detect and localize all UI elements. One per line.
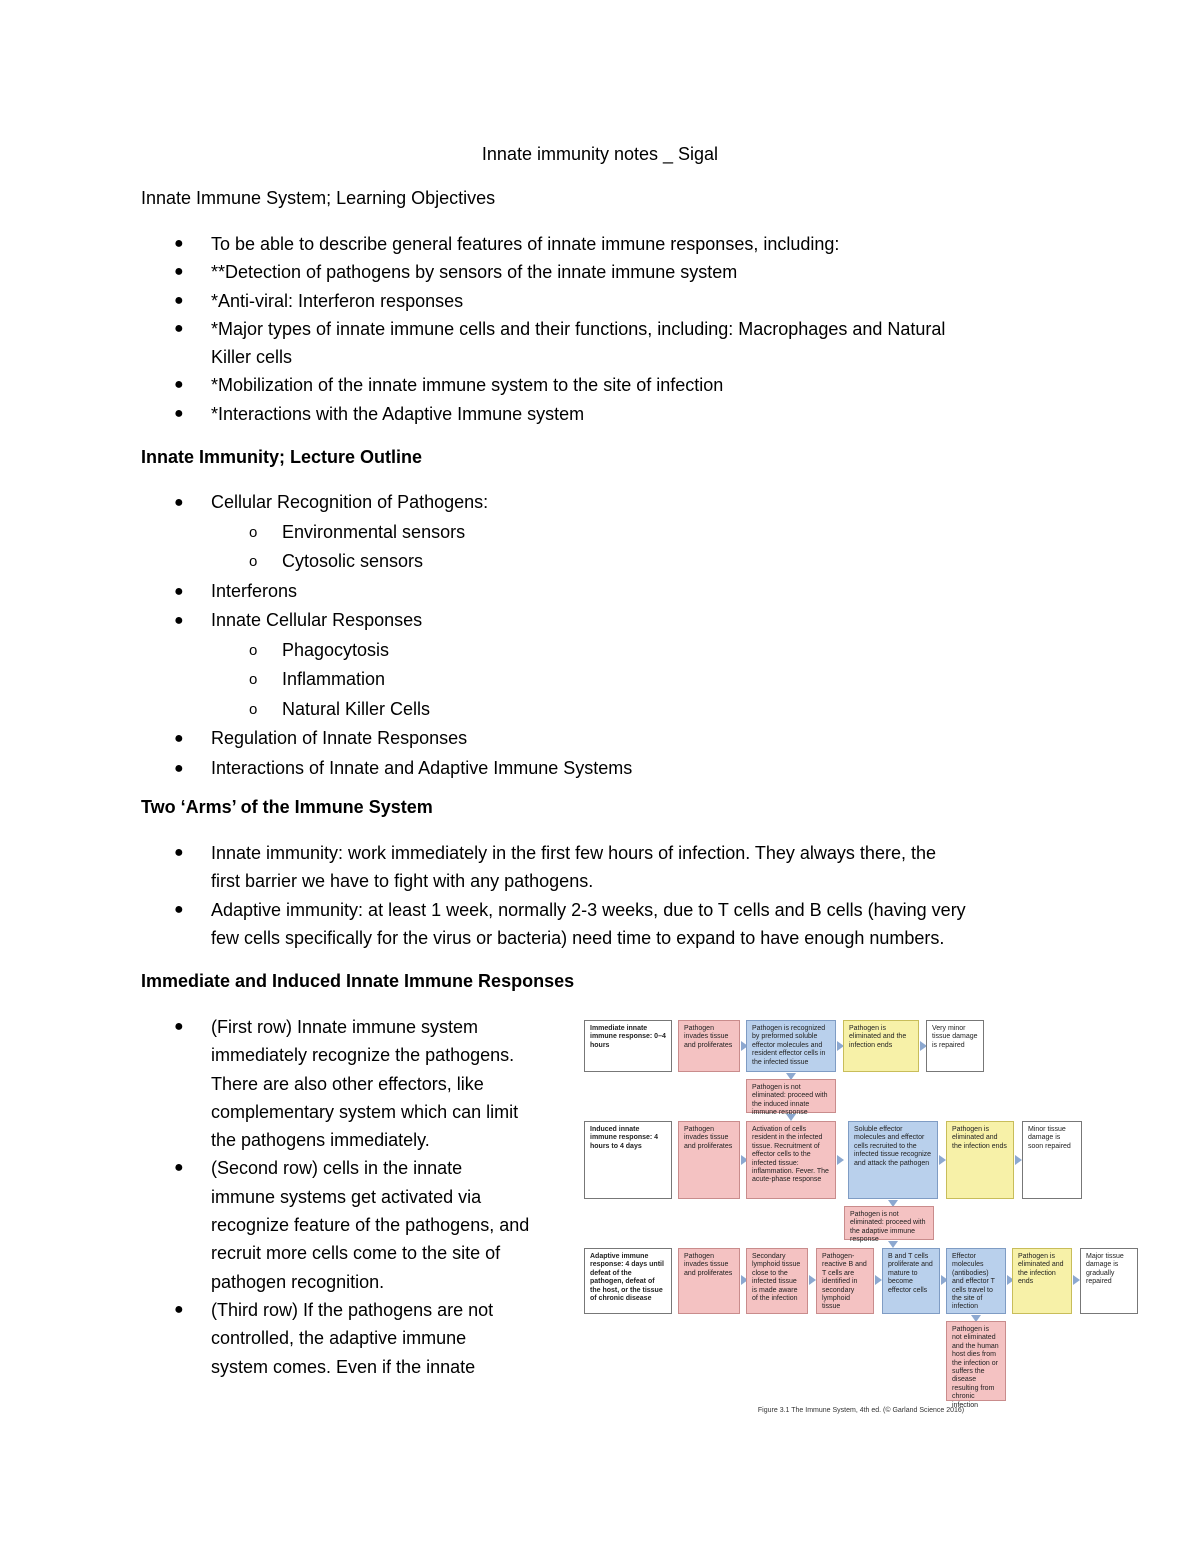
list-item-continuation: system comes. Even if the innate xyxy=(211,1356,476,1377)
sub-list-item: o Phagocytosis xyxy=(141,636,632,666)
list-item-continuation: recruit more cells come to the site of xyxy=(211,1243,501,1264)
list-item: ● *Anti-viral: Interferon responses xyxy=(141,287,945,315)
row2-box: Minor tissue damage is soon repaired xyxy=(1022,1121,1082,1199)
section-heading-two-arms: Two ‘Arms’ of the Immune System xyxy=(141,797,433,817)
row2-box: Pathogen is eliminated and the infection ends xyxy=(946,1121,1014,1199)
bullet-icon: ● xyxy=(174,612,184,629)
bullet-icon: ● xyxy=(174,404,184,422)
sub-bullet-icon: o xyxy=(249,700,258,718)
list-item-continuation: Killer cells xyxy=(211,347,293,368)
learning-objectives-list xyxy=(141,230,945,428)
bullet-icon: ● xyxy=(174,263,184,281)
arrow-down-icon xyxy=(888,1241,898,1248)
sub-bullet-icon: o xyxy=(249,671,258,688)
sub-bullet-icon: o xyxy=(249,553,258,570)
list-item-continuation: recognize feature of the pathogens, and xyxy=(211,1215,530,1236)
section-heading-immediate-induced: Immediate and Induced Innate Immune Responses xyxy=(141,971,575,991)
immune-response-diagram xyxy=(580,1015,1142,1425)
list-item: ● To be able to describe general features of innate immune responses, including: xyxy=(141,230,945,258)
list-item: ● Innate immunity: work immediately in the first few hours of infection. They always there, the xyxy=(141,839,966,867)
bullet-icon: ● xyxy=(174,759,184,777)
row1-label-box: Immediate innate immune response: 0–4 hours xyxy=(584,1020,672,1072)
bullet-icon: ● xyxy=(174,844,184,861)
list-item-continuation: the pathogens immediately. xyxy=(211,1130,430,1151)
list-item-continuation: first barrier we have to fight with any pathogens. xyxy=(211,871,594,892)
document-title: Innate immunity notes _ Sigal xyxy=(481,144,719,164)
list-item: ● Interactions of Innate and Adaptive Immune Systems xyxy=(141,754,632,784)
list-item: ● *Interactions with the Adaptive Immune system xyxy=(141,400,945,428)
bullet-icon: ● xyxy=(174,582,184,600)
bullet-icon: ● xyxy=(174,1159,184,1177)
sub-list-item: o Inflammation xyxy=(141,665,632,695)
row3-box: Pathogen invades tissue and proliferates xyxy=(678,1248,740,1314)
bullet-icon: ● xyxy=(174,1018,184,1035)
list-item: ● (First row) Innate immune system xyxy=(141,1013,529,1041)
list-item-continuation: immune systems get activated via xyxy=(211,1186,482,1207)
list-item-continuation: few cells specifically for the virus or bacteria) need time to expand to have enough numbers. xyxy=(211,927,945,948)
arrow-right-icon xyxy=(939,1155,946,1165)
lecture-outline-list xyxy=(141,488,632,783)
bullet-icon: ● xyxy=(174,730,184,747)
row3-box: Secondary lymphoid tissue close to the infected tissue is made aware of the infection xyxy=(746,1248,808,1314)
list-item: ● **Detection of pathogens by sensors of the innate immune system xyxy=(141,258,945,286)
list-item-continuation: There are also other effectors, like xyxy=(211,1073,484,1094)
two-arms-list xyxy=(141,839,966,952)
bullet-icon: ● xyxy=(174,494,184,511)
sub-bullet-icon: o xyxy=(249,641,258,659)
arrow-right-icon xyxy=(809,1275,816,1285)
list-item: ● Innate Cellular Responses xyxy=(141,606,632,636)
list-item: ● Cellular Recognition of Pathogens: xyxy=(141,488,632,518)
list-item: ● (Third row) If the pathogens are not xyxy=(141,1296,529,1324)
bullet-icon: ● xyxy=(174,1300,184,1318)
sub-list-item: o Natural Killer Cells xyxy=(141,695,632,725)
bullet-icon: ● xyxy=(174,900,184,918)
row2-label-box: Induced innate immune response: 4 hours to 4 days xyxy=(584,1121,672,1199)
list-item: ● (Second row) cells in the innate xyxy=(141,1154,529,1182)
figure-caption: Figure 3.1 The Immune System, 4th ed. (© Garland Science 2016) xyxy=(757,1407,965,1414)
row1-box: Pathogen invades tissue and proliferates xyxy=(678,1020,740,1072)
list-item: ● Regulation of Innate Responses xyxy=(141,724,632,754)
row3-label-box: Adaptive immune response: 4 days until defeat of the pathogen, defeat of the host, or the tissue of chronic disease xyxy=(584,1248,672,1314)
arrow-right-icon xyxy=(1073,1275,1080,1285)
list-item: ● Adaptive immunity: at least 1 week, normally 2-3 weeks, due to T cells and B cells (having very xyxy=(141,896,966,924)
row3-box: Pathogen is eliminated and the infection ends xyxy=(1012,1248,1072,1314)
arrow-down-icon xyxy=(786,1114,796,1121)
row3-box: Major tissue damage is gradually repaired xyxy=(1080,1248,1138,1314)
immediate-induced-list xyxy=(141,1013,529,1381)
bullet-icon: ● xyxy=(174,376,184,394)
list-item-continuation: controlled, the adaptive immune xyxy=(211,1328,467,1349)
bullet-icon: ● xyxy=(174,235,184,252)
list-item: ● *Major types of innate immune cells and their functions, including: Macrophages and Natural xyxy=(141,315,945,343)
sub-list-item: o Cytosolic sensors xyxy=(141,547,632,577)
sub-bullet-icon: o xyxy=(249,523,258,541)
arrow-right-icon xyxy=(837,1155,844,1165)
list-item-continuation: complementary system which can limit xyxy=(211,1101,519,1122)
list-item: ● Interferons xyxy=(141,577,632,607)
row1-box: Pathogen is eliminated and the infection ends xyxy=(843,1020,919,1072)
row3-box: B and T cells proliferate and mature to become effector cells xyxy=(882,1248,940,1314)
list-item-continuation: pathogen recognition. xyxy=(211,1271,385,1292)
row2-box: Pathogen invades tissue and proliferates xyxy=(678,1121,740,1199)
bullet-icon: ● xyxy=(174,319,184,337)
row2-down-box: Pathogen is not eliminated: proceed with the adaptive immune response xyxy=(844,1206,934,1240)
row1-box: Very minor tissue damage is repaired xyxy=(926,1020,984,1072)
row1-box: Pathogen is recognized by preformed soluble effector molecules and resident effector cells in the infected tissue xyxy=(746,1020,836,1072)
row1-down-box: Pathogen is not eliminated: proceed with the induced innate immune response xyxy=(746,1079,836,1113)
row2-box: Soluble effector molecules and effector cells recruited to the infected tissue recognize and attack the pathogen xyxy=(848,1121,938,1199)
list-item: ● *Mobilization of the innate immune system to the site of infection xyxy=(141,371,945,399)
section-heading-lecture-outline: Innate Immunity; Lecture Outline xyxy=(141,447,423,467)
arrow-right-icon xyxy=(875,1275,882,1285)
row3-down-box: Pathogen is not eliminated and the human host dies from the infection or suffers the disease resulting from chronic infection xyxy=(946,1321,1006,1401)
arrow-right-icon xyxy=(1015,1155,1022,1165)
list-item-continuation: immediately recognize the pathogens. xyxy=(211,1045,515,1066)
row3-box: Effector molecules (antibodies) and effector T cells travel to the site of infection xyxy=(946,1248,1006,1314)
bullet-icon: ● xyxy=(174,291,184,309)
sub-list-item: o Environmental sensors xyxy=(141,518,632,548)
row2-box: Activation of cells resident in the infected tissue. Recruitment of effector cells to the infected tissue: inflammation. Fever. The acute-phase response xyxy=(746,1121,836,1199)
row3-box: Pathogen-reactive B and T cells are identified in secondary lymphoid tissue xyxy=(816,1248,874,1314)
section-heading-learning-objectives: Innate Immune System; Learning Objectives xyxy=(141,188,496,208)
